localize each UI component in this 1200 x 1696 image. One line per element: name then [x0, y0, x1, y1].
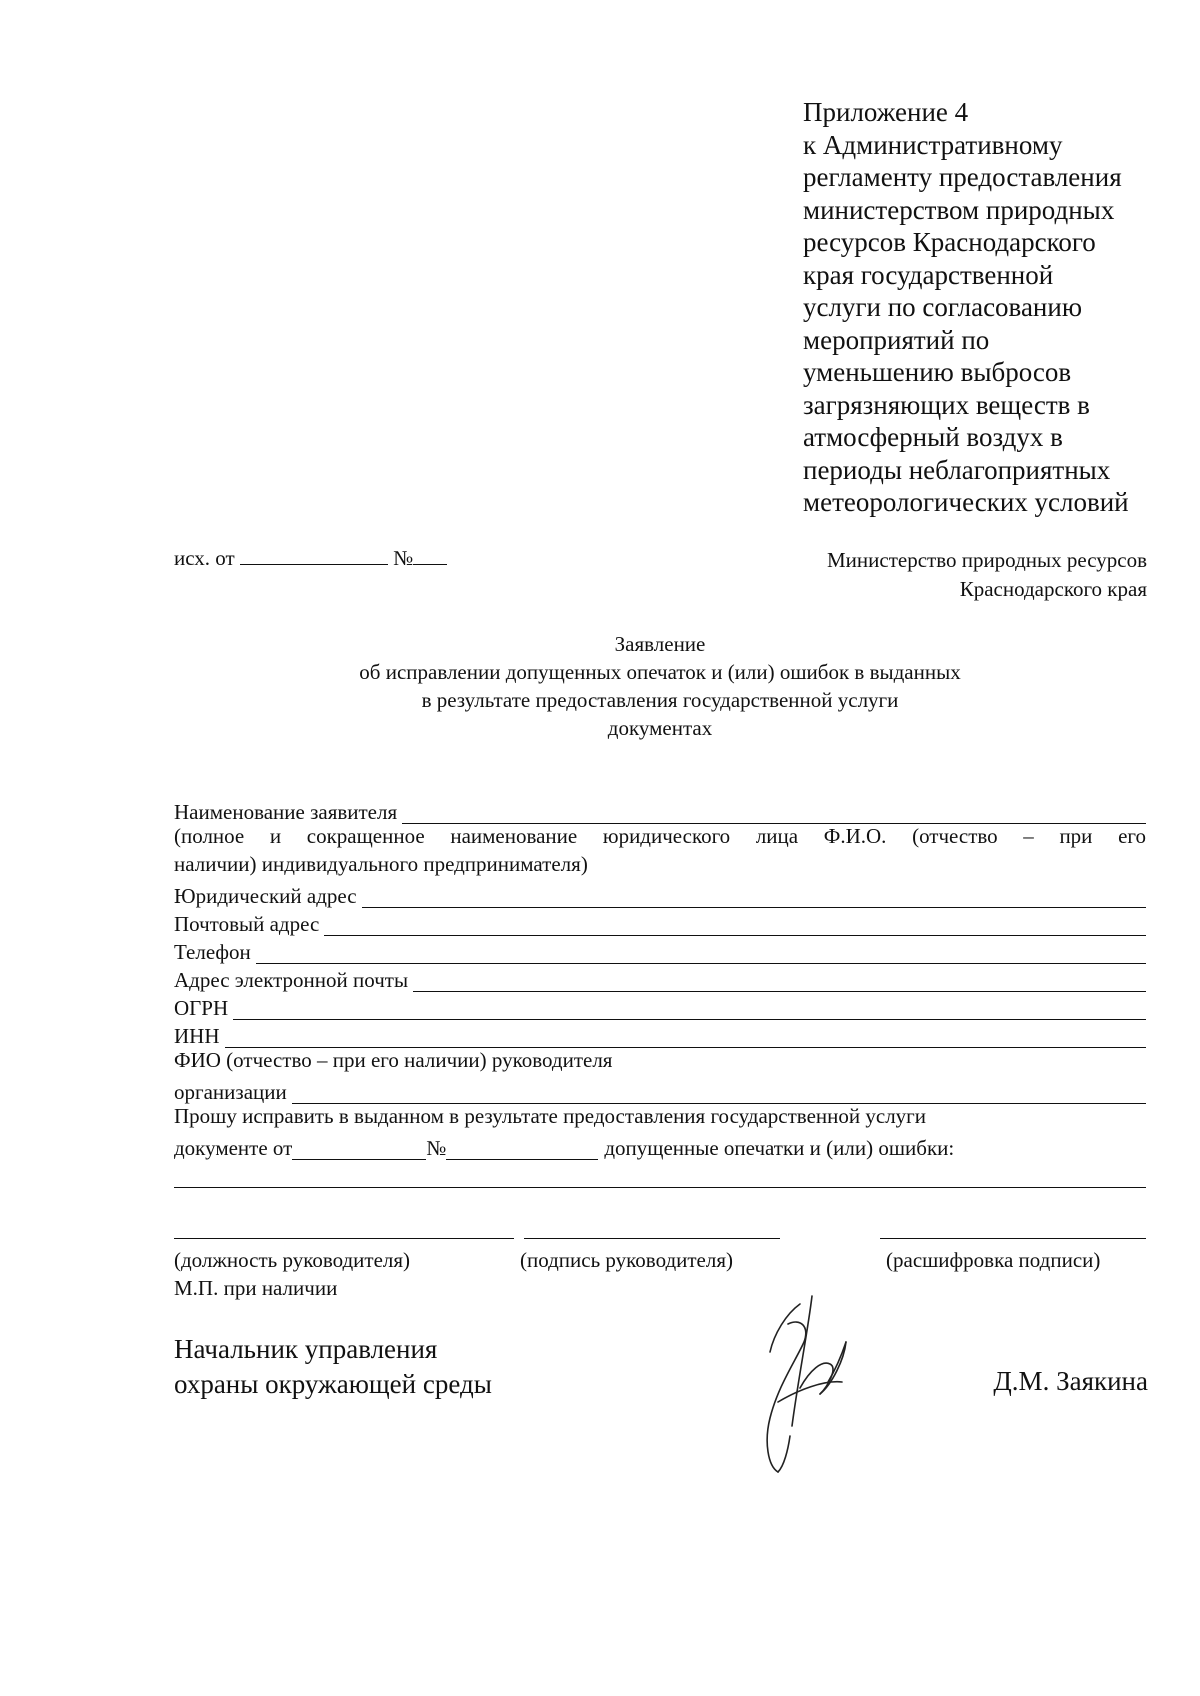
ogrn-label: ОГРН: [174, 996, 229, 1020]
appendix-line: края государственной: [803, 259, 1054, 290]
inn-row: [174, 1020, 1146, 1048]
signature-lines: [174, 1238, 1146, 1240]
head-fio-label-2: организации: [174, 1080, 287, 1104]
head-fio-field[interactable]: [292, 1085, 1146, 1104]
ogrn-row: [174, 992, 1146, 1020]
reference-prefix: исх. от: [174, 546, 235, 570]
legal-address-label: Юридический адрес: [174, 884, 357, 908]
inn-label: ИНН: [174, 1024, 220, 1048]
appendix-line: министерством природных: [803, 194, 1115, 225]
head-fio-row: [174, 1076, 1146, 1104]
appendix-line: услуги по согласованию: [803, 292, 1083, 322]
request-number-sign: №: [426, 1136, 447, 1160]
appendix-line: уменьшению выбросов: [803, 357, 1072, 387]
reference-number-sign: №: [393, 546, 414, 570]
decoding-line[interactable]: [880, 1238, 1146, 1239]
title-line-4: документах: [607, 716, 713, 740]
outgoing-reference: [174, 546, 447, 571]
official-name: Д.М. Заякина: [993, 1366, 1148, 1396]
official-title-line-2: охраны окружающей среды: [174, 1369, 492, 1399]
title-line-3: в результате предоставления государственной услуги: [421, 688, 899, 712]
position-label: (должность руководителя): [174, 1248, 411, 1272]
appendix-header: [803, 96, 1183, 519]
recipient-line-1: Министерство природных ресурсов: [826, 548, 1147, 572]
title-line-2: об исправлении допущенных опечаток и (или) ошибок в выданных: [359, 660, 961, 684]
appendix-line: мероприятий по: [803, 324, 990, 355]
applicant-note-1: (полное и сокращенное наименование юридического лица Ф.И.О. (отчество – при его: [174, 824, 1146, 848]
application-form: [174, 796, 1146, 1188]
appendix-line: ресурсов Краснодарского: [803, 227, 1096, 257]
reference-number-blank[interactable]: [413, 546, 447, 565]
appendix-line: атмосферный воздух в: [803, 422, 1063, 452]
request-line-2: [174, 1132, 1146, 1160]
decoding-label: (расшифровка подписи): [886, 1248, 1101, 1272]
ogrn-field[interactable]: [233, 1001, 1146, 1020]
request-suffix: допущенные опечатки и (или) ошибки:: [604, 1136, 955, 1160]
recipient-block: [827, 546, 1147, 604]
handwritten-signature: [748, 1290, 888, 1480]
stamp-note: М.П. при наличии: [174, 1276, 338, 1300]
appendix-line: к Административному: [803, 129, 1063, 160]
appendix-line: загрязняющих веществ в: [803, 389, 1090, 420]
applicant-name-row: [174, 796, 1146, 824]
email-label: Адрес электронной почты: [174, 968, 409, 992]
official-title: [174, 1332, 492, 1402]
errors-description-row: [174, 1160, 1146, 1188]
official-title-line-1: Начальник управления: [174, 1334, 438, 1364]
signature-label: (подпись руководителя): [520, 1248, 734, 1272]
title-heading: Заявление: [614, 632, 706, 656]
phone-field[interactable]: [256, 945, 1146, 964]
phone-row: [174, 936, 1146, 964]
recipient-line-2: Краснодарского края: [959, 577, 1147, 601]
applicant-name-field[interactable]: [402, 805, 1146, 824]
email-row: [174, 964, 1146, 992]
appendix-line: периоды неблагоприятных: [803, 454, 1111, 485]
reference-date-blank[interactable]: [240, 546, 388, 565]
legal-address-field[interactable]: [362, 889, 1146, 908]
errors-description-field[interactable]: [174, 1169, 1146, 1188]
postal-address-field[interactable]: [324, 917, 1146, 936]
applicant-note-2: наличии) индивидуального предпринимателя): [174, 852, 588, 876]
request-doc-prefix: документе от: [174, 1136, 293, 1160]
head-fio-label-1: ФИО (отчество – при его наличии) руководителя: [174, 1048, 613, 1072]
legal-address-row: [174, 880, 1146, 908]
request-doc-number-field[interactable]: [446, 1141, 598, 1160]
postal-address-row: [174, 908, 1146, 936]
phone-label: Телефон: [174, 940, 251, 964]
applicant-name-label: Наименование заявителя: [174, 800, 398, 824]
appendix-line: регламенту предоставления: [803, 162, 1122, 192]
position-line[interactable]: [174, 1238, 514, 1239]
appendix-line: Приложение 4: [803, 97, 969, 127]
signature-line[interactable]: [524, 1238, 780, 1239]
appendix-line: метеорологических условий: [803, 487, 1129, 517]
email-field[interactable]: [413, 973, 1146, 992]
postal-address-label: Почтовый адрес: [174, 912, 320, 936]
request-line-1: Прошу исправить в выданном в результате предоставления государственной услуги: [174, 1104, 927, 1128]
document-title: [250, 630, 1070, 742]
inn-field[interactable]: [225, 1029, 1147, 1048]
request-doc-date-field[interactable]: [292, 1141, 426, 1160]
